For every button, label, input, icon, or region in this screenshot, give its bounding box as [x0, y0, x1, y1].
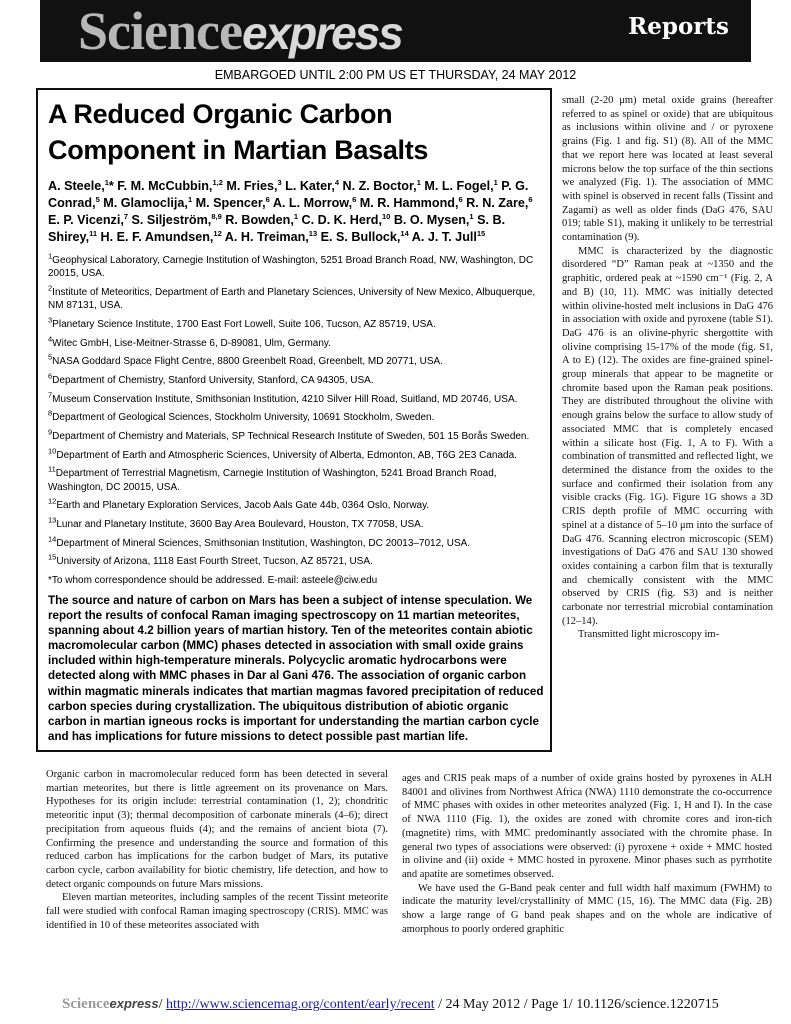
author-name: R. N. Zare,: [466, 196, 529, 210]
author-affiliation-mark: 12: [213, 228, 222, 238]
footer-logo-express: express: [109, 996, 159, 1011]
author-name: P. G. Conrad,: [48, 179, 529, 210]
affiliation: [48, 574, 544, 587]
affiliation: [48, 371, 544, 387]
author-affiliation-mark: 5: [95, 194, 100, 204]
author-name: A. Steele,: [48, 179, 105, 193]
affiliation-number: 8: [48, 409, 53, 418]
paragraph: Transmitted light microscopy im-: [578, 629, 720, 641]
author: [343, 179, 425, 193]
affiliation-number: 9: [48, 427, 53, 437]
author-name: A. L. Morrow,: [272, 196, 353, 210]
affiliation-text: Earth and Planetary Exploration Services, Jacob Aals Gate 44b, 0364 Oslo, Norway.: [56, 500, 430, 512]
author-name: M. Spencer,: [195, 196, 266, 210]
author: [225, 230, 321, 244]
header-banner: [40, 0, 751, 62]
affiliation-list: [48, 251, 544, 593]
author-name: R. Bowden,: [225, 213, 294, 227]
affiliation-text: Department of Chemistry and Materials, SP Technical Research Institute of Sweden, 501 15 Borås Sweden.: [52, 431, 530, 443]
author-affiliation-mark: 1,2: [212, 177, 223, 187]
author-affiliation-mark: 6: [352, 194, 357, 204]
author-name: S. Siljeström,: [131, 213, 212, 227]
affiliation-number: 15: [48, 553, 57, 563]
paragraph: ages and CRIS peak maps of a number of oxide grains hosted by pyroxenes in ALH 84001 and olivines from Northwest Africa (NWA) 1110 demonstrate the co-occurrence of MMC phases with oxides in other meteorites analyzed (Fig. 1, H and I). In the case of NWA 1110 (Fig. 1), the oxides are zoned with chromite cores and iron-rich (magnetite) rims, with MMC predominantly associated with the chromite phase. In general two types of associations were observed: (i) pyroxene + oxide + MMC hosted in olivine and (ii) oxide + MMC hosted in pyroxene. Minor phases such as pyrrhotite and apatite are sometimes observed.: [402, 773, 772, 880]
author-name: M. Fries,: [226, 179, 278, 193]
affiliation-text: Witec GmbH, Lise-Meitner-Strasse 6, D-89081, Ulm, Germany.: [52, 337, 331, 349]
affiliation: [48, 315, 544, 331]
affiliation: [48, 411, 544, 424]
author-name: M. L. Fogel,: [424, 179, 494, 193]
affiliation-text: Department of Earth and Atmospheric Sciences, University of Alberta, Edmonton, AB, T6G 2E3 Canada.: [56, 449, 517, 461]
author: [273, 196, 360, 210]
footer-separator: /: [158, 997, 167, 1012]
affiliation: [48, 555, 544, 568]
body-column-right: [562, 94, 773, 642]
author-separator: *: [108, 179, 118, 193]
author: [302, 213, 394, 227]
author: [466, 196, 532, 210]
affiliation-text: Museum Conservation Institute, Smithsonian Institution, 4210 Silver Hill Road, Suitland, MD 20746, USA.: [52, 393, 518, 405]
author-name: C. D. K. Herd,: [301, 213, 382, 227]
body-column-left: [46, 768, 388, 932]
author-affiliation-mark: 1: [293, 211, 298, 221]
author-name: M. Glamoclija,: [103, 196, 188, 210]
author-name: A. H. Treiman,: [224, 230, 309, 244]
science-express-logo[interactable]: [78, 2, 402, 60]
author: [48, 213, 132, 227]
affiliation-number: 2: [48, 283, 53, 293]
affiliation-number: 10: [48, 446, 57, 456]
author: [360, 196, 466, 210]
author: [132, 213, 226, 227]
author: [226, 179, 285, 193]
affiliation: [48, 467, 544, 493]
affiliation: [48, 427, 544, 443]
author-affiliation-mark: 11: [89, 228, 98, 238]
section-label: Reports: [628, 13, 729, 40]
author-affiliation-mark: 8,9: [211, 211, 222, 221]
affiliation-text: *To whom correspondence should be addressed. E-mail: asteele@ciw.edu: [48, 575, 378, 587]
affiliation-number: 5: [48, 352, 53, 362]
author-affiliation-mark: 4: [334, 177, 340, 187]
affiliation-text: Institute of Meteoritics, Department of Earth and Planetary Sciences, University of New Mexico, Albuquerque, NM 87131, USA.: [48, 286, 536, 312]
affiliation-number: 4: [48, 334, 53, 344]
author-affiliation-mark: 14: [400, 228, 409, 238]
embargo-notice: EMBARGOED UNTIL 2:00 PM US ET THURSDAY, 24 MAY 2012: [214, 68, 577, 82]
paragraph: Eleven martian meteorites, including samples of the recent Tissint meteorite fall were studied with confocal Raman imaging spectroscopy (CRIS). MMC was identified in 10 of these meteorites associated with: [46, 892, 388, 931]
affiliation-number: 1: [48, 251, 53, 261]
paper-title: [48, 96, 538, 168]
author: [424, 179, 501, 193]
paragraph: We have used the G-Band peak center and full width half maximum (FWHM) to indicate the maturity level/crystallinity of MMC (15, 16). The MMC data (Fig. 2B) show a large range of G band peak shapes and on the whole are indicative of amorphous to poorly ordered graphitic: [402, 882, 772, 935]
author: [285, 179, 342, 193]
author-name: E. S. Bullock,: [320, 230, 401, 244]
author-name: L. Kater,: [285, 179, 335, 193]
paragraph: Organic carbon in macromolecular reduced form has been detected in several martian meteorites, but there is little agreement on its provenance on Mars. Hypotheses for its origin include: terrestrial contamination (1, 2); chondritic meteoritic input (3); thermal decomposition of carbonate minerals (4–6); direct precipitation from aqueous fluids (4); and the remains of ancient biota (7). Confirming the presence and understanding the source and formation of this reduced carbon has implications for the carbon budget of Mars, its putative carbon cycle, carbon availability for biotic chemistry, life detection, and how to detect organic compounds on future Mars missions.: [46, 769, 388, 890]
author: [412, 230, 485, 244]
affiliation: [48, 446, 544, 462]
affiliation-number: 11: [48, 465, 56, 475]
affiliation-number: 7: [48, 390, 53, 400]
paragraph: MMC is characterized by the diagnostic disordered “D” Raman peak at ~1350 and the graphitic, ordered peak at ~1590 cm⁻¹ (Fig. 2, A and B) (10, 11). MMC was initially detected within olivine-hosted melt inclusions in DaG 476 in association with oxide and pyroxene (table S1). DaG 476 is an olivine-phyric shergottite with olivine comprising 15-17% of the mode (fig. S1, A to E) (12). The oxides are fine-grained spinel-group minerals that appear to be magnetite or chromite based upon the Raman peak positions. They are distributed throughout the olivine with enough grains below the surface to allow study of associated MMC that is completely encased within a silicate host (Fig. 1, A to F). With a combination of transmitted and reflected light, we determined the distance from the oxides to the surface and confirmed their isolation from any visible cracks (Fig. 1G). Figure 1G shows a 3D CRIS depth profile of MMC occurring with spinel at a distance of 5–10 μm into the surface of DaG 476. Scanning electron microscopic (SEM) investigations of DaG 476 and SAU 130 showed oxides containing a carbon film that is texturally and chemically consistent with the MMC observed by CRIS (fig. S3) and is neither carbonate nor terrestrial microbial contamination (12–14).: [562, 245, 773, 627]
affiliation-text: Planetary Science Institute, 1700 East Fort Lowell, Suite 106, Tucson, AZ 85719, USA.: [52, 318, 436, 330]
affiliation-number: 13: [48, 515, 57, 525]
title-box: [36, 88, 552, 752]
affiliation-number: 6: [48, 371, 53, 381]
affiliation-text: Department of Terrestrial Magnetism, Carnegie Institution of Washington, 5241 Broad Branch Road, Washington, DC 20015, USA.: [48, 468, 497, 493]
author-name: H. E. F. Amundsen,: [100, 230, 214, 244]
author-name: M. R. Hammond,: [359, 196, 459, 210]
author: [196, 196, 273, 210]
author-affiliation-mark: 13: [308, 228, 318, 238]
author-name: E. P. Vicenzi,: [48, 213, 124, 227]
affiliation-text: Geophysical Laboratory, Carnegie Institution of Washington, 5251 Broad Branch Road, NW, Washington, DC 20015, USA.: [48, 255, 534, 280]
affiliation-text: NASA Goddard Space Flight Centre, 8800 Greenbelt Road, Greenbelt, MD 20771, USA.: [52, 356, 443, 368]
author: [394, 213, 477, 227]
author-name: N. Z. Boctor,: [342, 179, 417, 193]
author-affiliation-mark: 6: [265, 194, 270, 204]
author-list: [48, 178, 544, 246]
author: [225, 213, 301, 227]
author-name: F. M. McCubbin,: [117, 179, 213, 193]
page-footer: [62, 996, 782, 1013]
author-affiliation-mark: 1: [416, 177, 421, 187]
body-column-middle: [402, 772, 772, 936]
author-affiliation-mark: 15: [476, 228, 486, 238]
abstract: The source and nature of carbon on Mars has been a subject of intense speculation. We report the results of confocal Raman imaging spectroscopy on 11 martian meteorites, spanning about 4.2 billion years of martian history. Ten of the meteorites contain abiotic macromolecular carbon (MMC) phases detected in association with small oxide grains included within high-temperature minerals. Polycyclic aromatic hydrocarbons were detected along with MMC phases in Dar al Gani 476. The association of organic carbon within magmatic minerals indicates that martian magmas favored precipitation of reduced carbon species during crystallization. The ubiquitous distribution of abiotic organic carbon in martian igneous rocks is important for understanding the martian carbon cycle and has implications for future missions to detect possible past martian life.: [48, 594, 544, 743]
author-affiliation-mark: 6: [528, 194, 533, 204]
author: [101, 230, 225, 244]
title-line: A Reduced Organic Carbon: [48, 99, 393, 129]
author-affiliation-mark: 1: [187, 194, 193, 204]
affiliation-text: Department of Geological Sciences, Stockholm University, 10691 Stockholm, Sweden.: [52, 412, 435, 424]
affiliation-text: Lunar and Planetary Institute, 3600 Bay Area Boulevard, Houston, TX 77058, USA.: [56, 519, 424, 531]
affiliation-text: University of Arizona, 1118 East Fourth Street, Tucson, AZ 85721, USA.: [56, 556, 373, 568]
affiliation-text: Department of Mineral Sciences, Smithsonian Institution, Washington, DC 20013–7012, USA.: [56, 537, 471, 549]
footer-logo-science: Science: [62, 996, 110, 1012]
affiliation-text: Department of Chemistry, Stanford University, Stanford, CA 94305, USA.: [52, 374, 374, 386]
affiliation: [48, 283, 544, 312]
author: [117, 179, 226, 193]
affiliation: [48, 515, 544, 531]
affiliation: [48, 390, 544, 406]
author: [103, 196, 195, 210]
affiliation: [48, 251, 544, 280]
footer-url-link[interactable]: http://www.sciencemag.org/content/early/recent: [166, 997, 435, 1012]
author-affiliation-mark: 7: [123, 211, 129, 221]
author: [321, 230, 412, 244]
author-affiliation-mark: 1: [493, 177, 498, 187]
affiliation: [48, 499, 544, 512]
author-name: A. J. T. Jull: [411, 230, 477, 244]
paragraph: small (2-20 μm) metal oxide grains (hereafter referred to as spinel or oxide) that are ubiquitous as inclusions within olivine and / or pyroxene grains (Fig. 1 and fig. S1) (8). All of the MMC that we report here was located at least several microns below the top surface of the thin sections we analyzed (Fig. 1). The association of MMC with spinel is observed in recent falls (Tissint and Zagami) as well as older finds (DaG 476, SAU 019; table S1), making it unlikely to be terrestrial contamination (9).: [562, 95, 773, 244]
author-affiliation-mark: 10: [381, 211, 391, 221]
logo-express-text: express: [241, 7, 402, 59]
affiliation-number: 14: [48, 534, 57, 544]
author-affiliation-mark: 6: [458, 194, 463, 204]
author: [48, 179, 117, 193]
author-affiliation-mark: 1: [469, 211, 474, 221]
affiliation: [48, 334, 544, 350]
author-name: B. O. Mysen,: [393, 213, 470, 227]
author-affiliation-mark: 1: [104, 177, 109, 187]
affiliation-number: 3: [48, 315, 53, 325]
affiliation-number: 12: [48, 497, 57, 507]
logo-science-text: Science: [78, 1, 242, 61]
affiliation: [48, 352, 544, 368]
footer-citation: / 24 May 2012 / Page 1/ 10.1126/science.1220715: [434, 997, 719, 1012]
author-name: S. B. Shirey,: [48, 213, 506, 244]
author-affiliation-mark: 3: [277, 177, 282, 187]
affiliation: [48, 534, 544, 550]
title-line: Component in Martian Basalts: [48, 135, 429, 165]
